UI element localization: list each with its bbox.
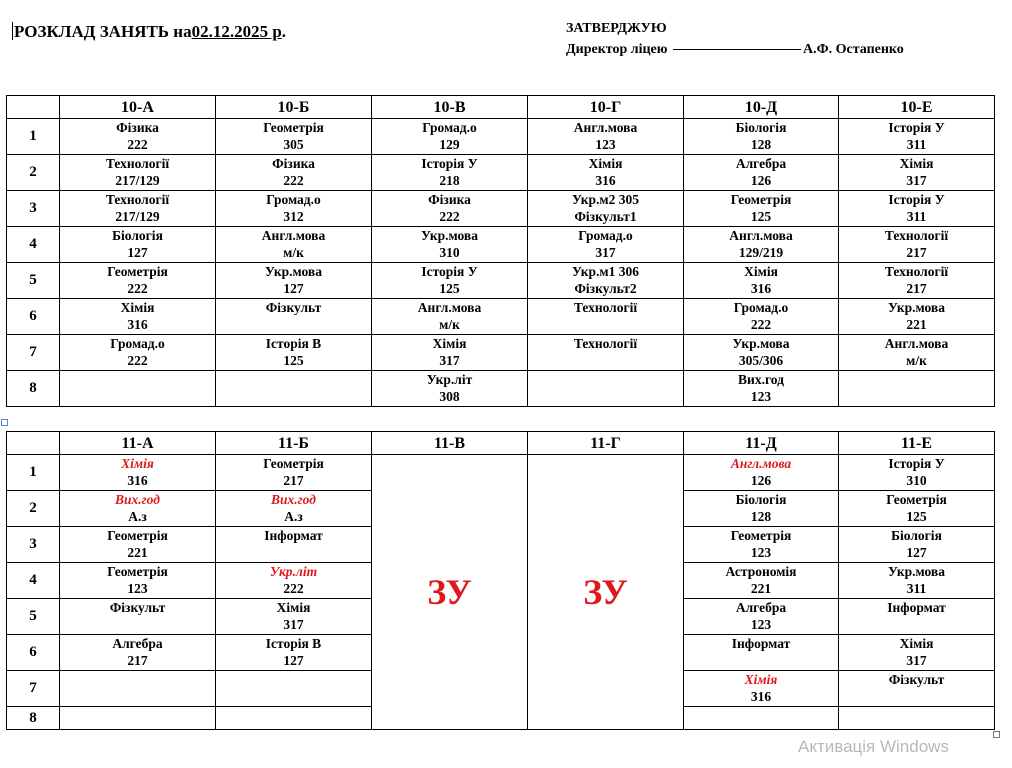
zu-merged-cell-11-v: ЗУ <box>372 455 528 730</box>
room-number: Фізкульт2 <box>574 281 637 296</box>
lesson-cell <box>372 155 528 191</box>
lesson-cell <box>684 599 839 635</box>
subject-name: Громад.о <box>733 300 789 315</box>
subject-name: Історія У <box>888 456 945 471</box>
room-number: 305 <box>283 137 304 152</box>
lesson-cell <box>216 371 372 407</box>
room-number: 125 <box>906 509 927 524</box>
room-number: 125 <box>439 281 460 296</box>
subject-name: Біологія <box>735 120 787 135</box>
subject-name: Хімія <box>276 600 311 615</box>
subject-name: Хімія <box>432 336 467 351</box>
room-number: 222 <box>283 581 304 596</box>
lesson-cell <box>839 455 995 491</box>
subject-name: Інформат <box>887 600 946 615</box>
lesson-cell <box>216 527 372 563</box>
room-number: А.з <box>284 509 303 524</box>
room-number: 305/306 <box>738 353 784 368</box>
lesson-cell <box>372 299 528 335</box>
room-number: 123 <box>750 389 772 404</box>
room-number: 222 <box>127 281 148 296</box>
lesson-cell <box>372 227 528 263</box>
lesson-cell <box>216 707 372 730</box>
period-number: 1 <box>7 455 60 491</box>
lesson-cell <box>216 455 372 491</box>
subject-name: Геометрія <box>730 192 792 207</box>
room-number: А.з <box>128 509 147 524</box>
subject-name: Технології <box>573 300 638 315</box>
subject-name: Геометрія <box>263 456 324 471</box>
subject-name: Хімія <box>899 156 934 171</box>
subject-name: Громад.о <box>110 336 165 351</box>
room-number: 125 <box>283 353 304 368</box>
table-row <box>7 191 995 227</box>
lesson-cell <box>684 527 839 563</box>
lesson-cell <box>216 263 372 299</box>
room-number: 221 <box>127 545 148 560</box>
subject-name: Укр.мова <box>888 300 945 315</box>
subject-name: Технології <box>105 192 170 207</box>
room-number: 128 <box>750 509 772 524</box>
subject-name: Фізкульт <box>265 300 322 315</box>
period-number: 3 <box>7 191 60 227</box>
lesson-cell <box>528 335 684 371</box>
subject-name: Геометрія <box>730 528 792 543</box>
lesson-cell <box>684 119 839 155</box>
subject-name: Технології <box>105 156 170 171</box>
subject-name: Громад.о <box>266 192 321 207</box>
subject-name: Історія В <box>265 336 322 351</box>
period-number: 1 <box>7 119 60 155</box>
room-number: 311 <box>906 137 927 152</box>
lesson-cell <box>839 371 995 407</box>
subject-name: Фізкульт <box>109 600 166 615</box>
subject-name: Хімія <box>744 264 778 279</box>
lesson-cell <box>60 599 216 635</box>
room-number: 222 <box>127 353 148 368</box>
lesson-cell <box>216 119 372 155</box>
subject-name: Біологія <box>112 228 163 243</box>
subject-name: Біологія <box>891 528 942 543</box>
lesson-cell <box>216 335 372 371</box>
class-header: 10-Г <box>528 96 684 119</box>
class-header: 10-А <box>60 96 216 119</box>
subject-name: Укр.м1 306 <box>571 264 640 279</box>
subject-name: Історія У <box>888 120 945 135</box>
room-number: 126 <box>750 173 772 188</box>
lesson-cell <box>372 263 528 299</box>
approve-label: ЗАТВЕРДЖУЮ <box>566 21 667 36</box>
subject-name: Геометрія <box>107 564 168 579</box>
lesson-cell <box>839 335 995 371</box>
table-row <box>7 227 995 263</box>
period-number: 6 <box>7 635 60 671</box>
room-number: 316 <box>750 689 772 704</box>
period-number: 2 <box>7 155 60 191</box>
subject-name: Хімія <box>121 456 154 471</box>
room-number: 217 <box>283 473 304 488</box>
subject-name: Алгебра <box>735 600 787 615</box>
room-number: 126 <box>750 473 772 488</box>
schedule-title: РОЗКЛАД ЗАНЯТЬ на02.12.2025 р. <box>14 22 287 41</box>
class-header: 10-Д <box>684 96 839 119</box>
subject-name: Хімія <box>120 300 155 315</box>
class-header: 10-Б <box>216 96 372 119</box>
room-number: 312 <box>283 209 304 224</box>
table-row <box>7 335 995 371</box>
room-number: 317 <box>906 653 927 668</box>
lesson-cell <box>684 155 839 191</box>
subject-name: Укр.літ <box>426 372 473 387</box>
lesson-cell <box>839 299 995 335</box>
lesson-cell <box>372 335 528 371</box>
lesson-cell <box>839 227 995 263</box>
room-number: 127 <box>283 653 304 668</box>
lesson-cell <box>60 635 216 671</box>
lesson-cell <box>60 371 216 407</box>
period-number: 4 <box>7 563 60 599</box>
room-number: 221 <box>750 581 772 596</box>
subject-name: Технології <box>884 228 949 243</box>
room-number: м/к <box>283 245 304 260</box>
lesson-cell <box>684 707 839 730</box>
lesson-cell <box>60 707 216 730</box>
lesson-cell <box>60 227 216 263</box>
director-name: А.Ф. Остапенко <box>802 42 904 57</box>
subject-name: Історія У <box>888 192 945 207</box>
period-number: 2 <box>7 491 60 527</box>
lesson-cell <box>684 191 839 227</box>
subject-name: Хімія <box>744 672 778 687</box>
room-number: 129/219 <box>738 245 784 260</box>
lesson-cell <box>528 155 684 191</box>
lesson-cell <box>60 671 216 707</box>
room-number: 123 <box>750 617 772 632</box>
lesson-cell <box>839 563 995 599</box>
lesson-cell <box>839 599 995 635</box>
room-number: 222 <box>283 173 304 188</box>
room-number: 221 <box>906 317 927 332</box>
room-number: 123 <box>595 137 616 152</box>
lesson-cell <box>839 491 995 527</box>
subject-name: Укр.мова <box>732 336 790 351</box>
lesson-cell <box>60 191 216 227</box>
title-text: РОЗКЛАД ЗАНЯТЬ на <box>14 22 192 41</box>
subject-name: Укр.мова <box>421 228 478 243</box>
lesson-cell <box>216 155 372 191</box>
table-anchor-icon[interactable] <box>1 419 8 426</box>
room-number: 311 <box>906 581 927 596</box>
room-number: 310 <box>439 245 460 260</box>
lesson-cell <box>528 227 684 263</box>
subject-name: Англ.мова <box>573 120 638 135</box>
text-cursor <box>12 22 13 40</box>
room-number: 128 <box>750 137 772 152</box>
lesson-cell <box>216 671 372 707</box>
lesson-cell <box>839 263 995 299</box>
lesson-cell <box>372 119 528 155</box>
lesson-cell <box>216 563 372 599</box>
room-number: Фізкульт1 <box>574 209 637 224</box>
lesson-cell <box>216 599 372 635</box>
lesson-cell <box>528 371 684 407</box>
subject-name: Вих.год <box>115 492 160 507</box>
subject-name: Геометрія <box>263 120 324 135</box>
lesson-cell <box>839 119 995 155</box>
period-number: 4 <box>7 227 60 263</box>
subject-name: Укр.мова <box>888 564 945 579</box>
subject-name: Інформат <box>264 528 323 543</box>
table-row <box>7 263 995 299</box>
class-header: 11-Д <box>684 432 839 455</box>
subject-name: Інформат <box>731 636 791 651</box>
class-header: 10-Е <box>839 96 995 119</box>
period-number: 3 <box>7 527 60 563</box>
table-row <box>7 119 995 155</box>
room-number: 127 <box>906 545 927 560</box>
period-number: 8 <box>7 371 60 407</box>
room-number: 125 <box>750 209 772 224</box>
lesson-cell <box>216 299 372 335</box>
subject-name: Англ.мова <box>261 228 326 243</box>
subject-name: Укр.м2 305 <box>571 192 640 207</box>
room-number: 217 <box>906 281 927 296</box>
table-row <box>7 155 995 191</box>
subject-name: Історія В <box>265 636 322 651</box>
room-number: 316 <box>750 281 772 296</box>
lesson-cell <box>684 335 839 371</box>
class-header: 11-Е <box>839 432 995 455</box>
lesson-cell <box>60 263 216 299</box>
subject-name: Укр.мова <box>265 264 322 279</box>
lesson-cell <box>216 491 372 527</box>
subject-name: Геометрія <box>107 528 168 543</box>
lesson-cell <box>684 671 839 707</box>
subject-name: Біологія <box>735 492 787 507</box>
lesson-cell <box>528 263 684 299</box>
room-number: 127 <box>283 281 304 296</box>
lesson-cell <box>684 299 839 335</box>
subject-name: Алгебра <box>112 636 163 651</box>
subject-name: Хімія <box>899 636 934 651</box>
subject-name: Алгебра <box>735 156 787 171</box>
class-header: 11-А <box>60 432 216 455</box>
period-number: 5 <box>7 263 60 299</box>
table-resize-handle-icon[interactable] <box>993 731 1000 738</box>
period-number: 8 <box>7 707 60 730</box>
room-number: 317 <box>439 353 460 368</box>
lesson-cell <box>60 527 216 563</box>
lesson-cell <box>684 263 839 299</box>
room-number: 310 <box>906 473 927 488</box>
subject-name: Технології <box>573 336 638 351</box>
subject-name: Вих.год <box>271 492 316 507</box>
lesson-cell <box>839 635 995 671</box>
subject-name: Технології <box>884 264 949 279</box>
lesson-cell <box>60 299 216 335</box>
zu-merged-cell-11-g: ЗУ <box>528 455 684 730</box>
class-header: 11-Г <box>528 432 684 455</box>
lesson-cell <box>528 119 684 155</box>
windows-activation-watermark: Активація Windows <box>798 737 949 756</box>
lesson-cell <box>684 635 839 671</box>
subject-name: Фізика <box>272 156 315 171</box>
room-number: 317 <box>283 617 304 632</box>
room-number: 217 <box>127 653 148 668</box>
subject-name: Англ.мова <box>417 300 482 315</box>
subject-name: Фізкульт <box>888 672 945 687</box>
subject-name: Англ.мова <box>730 456 792 471</box>
subject-name: Хімія <box>588 156 623 171</box>
room-number: м/к <box>439 317 460 332</box>
room-number: 123 <box>127 581 148 596</box>
subject-name: Фізика <box>116 120 159 135</box>
lesson-cell <box>839 191 995 227</box>
table-row <box>7 455 995 491</box>
room-number: 123 <box>750 545 772 560</box>
lesson-cell <box>60 491 216 527</box>
lesson-cell <box>60 155 216 191</box>
subject-name: Громад.о <box>578 228 633 243</box>
room-number: 127 <box>127 245 148 260</box>
room-number: 311 <box>906 209 927 224</box>
room-number: 316 <box>595 173 616 188</box>
lesson-cell <box>684 491 839 527</box>
subject-name: Геометрія <box>107 264 168 279</box>
lesson-cell <box>528 299 684 335</box>
table-row <box>7 299 995 335</box>
room-number: 317 <box>595 245 616 260</box>
lesson-cell <box>528 191 684 227</box>
period-number: 7 <box>7 671 60 707</box>
lesson-cell <box>216 227 372 263</box>
schedule-table-10 <box>6 95 995 407</box>
subject-name: Геометрія <box>886 492 947 507</box>
lesson-cell <box>839 671 995 707</box>
class-header: 10-В <box>372 96 528 119</box>
room-number: 317 <box>906 173 927 188</box>
room-number: 129 <box>439 137 460 152</box>
subject-name: Астрономія <box>725 564 797 579</box>
lesson-cell <box>60 563 216 599</box>
class-header: 11-В <box>372 432 528 455</box>
subject-name: Англ.мова <box>729 228 793 243</box>
room-number: 222 <box>439 209 460 224</box>
lesson-cell <box>372 371 528 407</box>
room-number: 222 <box>127 137 148 152</box>
lesson-cell <box>60 119 216 155</box>
corner-cell <box>7 432 60 455</box>
subject-name: Фізика <box>428 192 471 207</box>
lesson-cell <box>684 227 839 263</box>
lesson-cell <box>684 563 839 599</box>
approval-block <box>566 18 904 60</box>
room-number: 316 <box>127 317 148 332</box>
period-number: 6 <box>7 299 60 335</box>
schedule-table-11 <box>6 431 995 730</box>
lesson-cell <box>60 455 216 491</box>
lesson-cell <box>216 191 372 227</box>
room-number: м/к <box>906 353 927 368</box>
room-number: 316 <box>127 473 148 488</box>
lesson-cell <box>216 635 372 671</box>
lesson-cell <box>839 707 995 730</box>
table-row <box>7 371 995 407</box>
class-header: 11-Б <box>216 432 372 455</box>
room-number: 217/129 <box>115 173 160 188</box>
subject-name: Громад.о <box>422 120 477 135</box>
lesson-cell <box>839 155 995 191</box>
director-line <box>566 39 904 60</box>
lesson-cell <box>60 335 216 371</box>
subject-name: Історія У <box>421 264 478 279</box>
room-number: 217/129 <box>115 209 160 224</box>
schedule-date: 02.12.2025 р <box>191 22 282 41</box>
period-number: 7 <box>7 335 60 371</box>
signature-line <box>673 49 801 50</box>
lesson-cell <box>684 455 839 491</box>
room-number: 217 <box>906 245 927 260</box>
director-label: Директор ліцею <box>566 42 668 57</box>
lesson-cell <box>839 527 995 563</box>
period-number: 5 <box>7 599 60 635</box>
room-number: 222 <box>750 317 772 332</box>
corner-cell <box>7 96 60 119</box>
room-number: 308 <box>439 389 460 404</box>
lesson-cell <box>372 191 528 227</box>
subject-name: Історія У <box>421 156 478 171</box>
room-number: 218 <box>439 173 460 188</box>
subject-name: Вих.год <box>738 372 784 387</box>
lesson-cell <box>684 371 839 407</box>
subject-name: Англ.мова <box>884 336 949 351</box>
subject-name: Укр.літ <box>269 564 318 579</box>
